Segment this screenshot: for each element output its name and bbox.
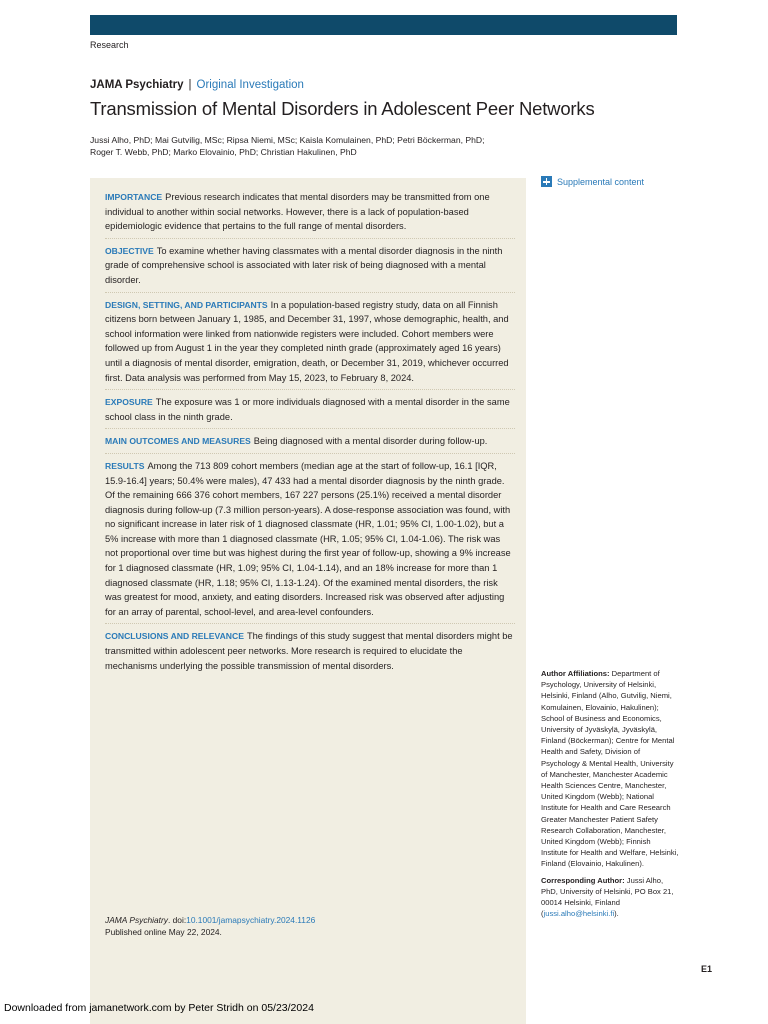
abstract-heading: DESIGN, SETTING, AND PARTICIPANTS — [105, 299, 268, 310]
article-title: Transmission of Mental Disorders in Adolescent Peer Networks — [90, 98, 595, 119]
email-link[interactable]: jussi.alho@helsinki.fi — [543, 909, 615, 919]
author-affiliations — [541, 668, 679, 870]
sidebar-notes — [541, 668, 679, 924]
abstract-heading: CONCLUSIONS AND RELEVANCE — [105, 631, 244, 642]
abstract-text: The exposure was 1 or more individuals diagnosed with a mental disorder in the same school class in the ninth grade. — [105, 397, 510, 422]
journal-name: JAMA Psychiatry — [90, 79, 184, 91]
email-open: ( — [541, 909, 544, 919]
abstract-heading: EXPOSURE — [105, 397, 153, 408]
abstract-outcomes — [105, 434, 515, 454]
journal-line — [90, 79, 304, 91]
published-date: Published online May 22, 2024. — [105, 926, 222, 937]
header-bar — [90, 15, 677, 35]
abstract-importance — [105, 190, 515, 239]
abstract-text: Among the 713 809 cohort members (median age at the start of follow-up, 16.1 [IQR, 15.9-16.4] years; 50.4% were males), 47 433 had a mental disorder diagnosis by the ninth grade. Of the remaining 666 376 cohort members, 167 227 persons (25.1%) received a mental disorder diagnosis during follow-up (7.3 million person-years). A dose-response association was found, with no significant increase in later risk of 1 diagnosed classmate (HR, 1.01; 95% CI, 1.00-1.02), but a 5% increase with more than 1 diagnosed classmate (HR, 1.05; 95% CI, 1.04-1.06). The risk was not proportional over time but was highest during the first year of follow-up, showing a 9% increase for 1 diagnosed classmate (HR, 1.09; 95% CI, 1.04-1.14), and an 18% increase for more than 1 diagnosed classmate (HR, 1.18; 95% CI, 1.13-1.24). Of the examined mental disorders, the risk was greatest for mood, anxiety, and eating disorders. Increased risk was observed after adjusting for an array of parental, school-level, and area-level confounders. — [105, 460, 511, 617]
abstract-objective — [105, 244, 515, 293]
citation-journal: JAMA Psychiatry — [105, 915, 168, 925]
citation — [105, 915, 515, 938]
abstract-conclusions — [105, 629, 515, 677]
citation-doi-prefix: . doi: — [167, 915, 187, 925]
plus-icon — [541, 176, 552, 187]
abstract-heading: OBJECTIVE — [105, 245, 154, 256]
affiliations-text: Department of Psychology, University of Helsinki, Helsinki, Finland (Alho, Gutvilig, Niemi, Komulainen, Elovainio, Hakulinen); School of Business and Economics, University of Jyväskylä, Jyväskylä, Finland (Böckerman); Centre for Mental Health and Safety, Division of Psychology & Mental Health, University of Manchester, Manchester Academic Health Sciences Centre, Manchester, United Kingdom (Webb); National Institute for Health and Care Research Greater Manchester Patient Safety Research Collaboration, Manchester, United Kingdom (Webb); Finnish Institute for Health and Welfare, Helsinki, Finland (Elovainio, Hakulinen). — [541, 669, 679, 869]
authors-line: Jussi Alho, PhD; Mai Gutvilig, MSc; Ripsa Niemi, MSc; Kaisla Komulainen, PhD; Petri Böckerman, PhD; — [90, 135, 485, 145]
abstract-heading: IMPORTANCE — [105, 192, 163, 202]
abstract-text: To examine whether having classmates with a mental disorder diagnosis in the ninth grade of comprehensive school is associated with later risk of being diagnosed with a mental disorder. — [105, 245, 503, 285]
corresponding-label: Corresponding Author: — [541, 875, 625, 885]
download-notice: Downloaded from jamanetwork.com by Peter Stridh on 05/23/2024 — [4, 1002, 314, 1014]
corresponding-text: Jussi Alho, PhD, University of Helsinki, PO Box 21, 00014 Helsinki, Finland — [541, 875, 674, 908]
corresponding-author — [541, 875, 679, 920]
journal-separator: | — [188, 79, 192, 91]
abstract-sections — [105, 190, 515, 682]
article-type: Original Investigation — [196, 79, 304, 91]
abstract-text: The findings of this study suggest that mental disorders might be transmitted within adolescent peer networks. More research is required to elucidate the mechanisms underlying the possible transmission of mental disorders. — [105, 631, 513, 671]
abstract-exposure — [105, 395, 515, 429]
supplemental-content-link[interactable] — [541, 176, 644, 187]
abstract-text: Previous research indicates that mental disorders may be transmitted from one individual to another within social networks. However, there is a lack of population-based epidemiologic evidence that pertains to the full range of mental disorders. — [105, 192, 490, 232]
doi-link[interactable]: 10.1001/jamapsychiatry.2024.1126 — [186, 915, 316, 925]
section-label: Research — [90, 40, 129, 50]
affiliations-label: Author Affiliations: — [541, 669, 610, 678]
abstract-design — [105, 298, 515, 391]
abstract-text: Being diagnosed with a mental disorder during follow-up. — [253, 436, 488, 447]
page-number: E1 — [701, 964, 713, 974]
author-list — [90, 134, 530, 158]
abstract-text: In a population-based registry study, data on all Finnish citizens born between January 1, 1985, and December 31, 1997, whose demographic, health, and school information were linked from nationwide registers were included. Cohort members were followed up from August 1 in the year they completed ninth grade (approximately aged 16 years) until a diagnosis of mental disorder, emigration, death, or December 31, 2019, whichever occurred first. Data analysis was performed from May 15, 2023, to February 8, 2024. — [105, 299, 509, 383]
abstract-results — [105, 459, 515, 625]
email-close: ). — [614, 909, 619, 919]
abstract-heading: RESULTS — [105, 460, 145, 471]
authors-line: Roger T. Webb, PhD; Marko Elovainio, PhD; Christian Hakulinen, PhD — [90, 147, 357, 158]
supplemental-label: Supplemental content — [557, 176, 645, 187]
abstract-heading: MAIN OUTCOMES AND MEASURES — [105, 436, 251, 447]
citation-doi-line — [105, 915, 515, 927]
